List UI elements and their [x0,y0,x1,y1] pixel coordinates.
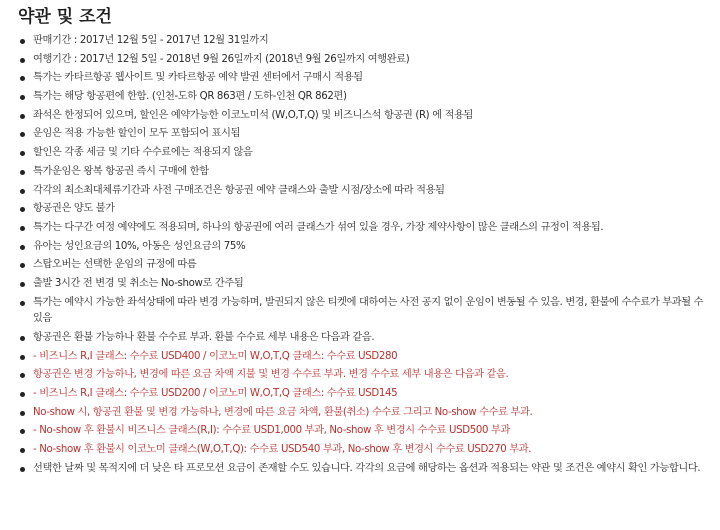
bullet-icon [20,392,25,397]
list-item [18,52,710,69]
bullet-icon [20,448,25,453]
list-item [18,367,710,384]
list-item [18,257,710,274]
list-item [18,183,710,200]
list-item [18,70,710,87]
list-item-text: 항공권은 변경 가능하나, 변경에 따른 요금 차액 지불 및 변경 수수료 부과. 변경 수수료 세부 내용은 다음과 같음. [33,369,509,381]
list-item-text: 여행기간 : 2017년 12월 5일 - 2018년 9월 26일까지 (2018년 9월 26일까지 여행완료) [33,53,410,65]
list-item-text: 특가는 다구간 여정 예약에도 적용되며, 하나의 항공권에 여러 클래스가 섞여 있을 경우, 가장 제약사항이 많은 클래스의 규정이 적용됨. [33,221,604,233]
bullet-icon [20,411,25,416]
bullet-icon [20,58,25,63]
bullet-icon [20,301,25,306]
list-item-text: - 비즈니스 R,I 클래스: 수수료 USD200 / 이코노미 W,O,T,Q 클래스: 수수료 USD145 [33,387,398,399]
list-item [18,239,710,256]
list-item-text: 특가운임은 왕복 항공권 즉시 구매에 한함 [33,165,209,177]
list-item-text: 항공권은 환불 가능하나 환불 수수료 부과. 환불 수수료 세부 내용은 다음과 같음. [33,331,375,343]
list-item-text: 유아는 성인요금의 10%, 아동은 성인요금의 75% [33,240,246,252]
bullet-icon [20,245,25,250]
list-item [18,330,710,347]
list-item [18,461,710,478]
bullet-icon [20,151,25,156]
list-item [18,126,710,143]
bullet-icon [20,336,25,341]
list-item-text: 판매기간 : 2017년 12월 5일 - 2017년 12월 31일까지 [33,35,269,46]
bullet-icon [20,263,25,268]
bullet-icon [20,114,25,119]
list-item [18,145,710,162]
list-item-text: No-show 시, 항공권 환불 및 변경 가능하나, 변경에 따른 요금 차액, 환불(취소) 수수료 그리고 No-show 수수료 부과. [33,406,533,418]
bullet-icon [20,355,25,360]
list-item-text: - No-show 후 환불시 비즈니스 클래스(R,I): 수수료 USD1,000 부과, No-show 후 변경시 수수료 USD500 부과 [33,425,510,437]
bullet-icon [20,39,25,44]
list-item-text: 좌석은 한정되어 있으며, 할인은 예약가능한 이코노미석 (W,O,T,Q) 및 비즈니스석 항공권 (R) 에 적용됨 [33,109,474,121]
list-item-text: 항공권은 양도 불가 [33,203,115,215]
list-item [18,423,710,440]
bullet-icon [20,226,25,231]
list-item [18,33,710,50]
list-item [18,276,710,293]
page-title: 약관 및 조건 [18,7,112,27]
list-item [18,220,710,237]
bullet-icon [20,207,25,212]
list-item [18,108,710,125]
list-item [18,89,710,106]
list-item-text: 특가는 예약시 가능한 좌석상태에 따라 변경 가능하며, 발권되지 않은 티켓에 대하여는 사전 공지 없이 운임이 변동될 수 있음. 변경, 환불에 수수료가 부과될 수 있음 [33,296,704,325]
list-item-text: 선택한 날짜 및 목적지에 더 낮은 타 프로모션 요금이 존재할 수도 있습니다. 각각의 요금에 해당하는 옵션과 적용되는 약관 및 조건은 예약시 확인 가능합니다. [33,462,701,474]
list-item-text: 특가는 카타르항공 웹사이트 및 카타르항공 예약 발권 센터에서 구매시 적용됨 [33,72,363,84]
list-item [18,386,710,403]
bullet-icon [20,373,25,378]
list-item-text: 스탑오버는 선택한 운임의 규정에 따름 [33,259,197,271]
bullet-icon [20,429,25,434]
bullet-icon [20,170,25,175]
list-item-text: 특가는 해당 항공편에 한함. (인천-도하 QR 863편 / 도하-인천 QR 862편) [33,91,347,103]
bullet-icon [20,467,25,472]
list-item-text: 운임은 적용 가능한 할인이 모두 포함되어 표시됨 [33,128,241,140]
terms-list [18,33,710,477]
bullet-icon [20,95,25,100]
bullet-icon [20,132,25,137]
list-item [18,201,710,218]
list-item [18,295,710,328]
bullet-icon [20,282,25,287]
list-item-text: 각각의 최소최대체류기간과 사전 구매조건은 항공권 예약 클래스와 출발 시점/장소에 따라 적용됨 [33,184,445,196]
list-item [18,164,710,181]
list-item-text: 할인은 각종 세금 및 기타 수수료에는 적용되지 않음 [33,147,253,159]
list-item [18,405,710,422]
list-item-text: 출발 3시간 전 변경 및 취소는 No-show로 간주됨 [33,277,244,289]
list-item [18,349,710,366]
bullet-icon [20,189,25,194]
bullet-icon [20,76,25,81]
list-item-text: - No-show 후 환불시 이코노미 클래스(W,O,T,Q): 수수료 USD540 부과, No-show 후 변경시 수수료 USD270 부과. [33,443,532,455]
list-item-text: - 비즈니스 R,I 클래스: 수수료 USD400 / 이코노미 W,O,T,Q 클래스: 수수료 USD280 [33,350,398,362]
list-item [18,442,710,459]
